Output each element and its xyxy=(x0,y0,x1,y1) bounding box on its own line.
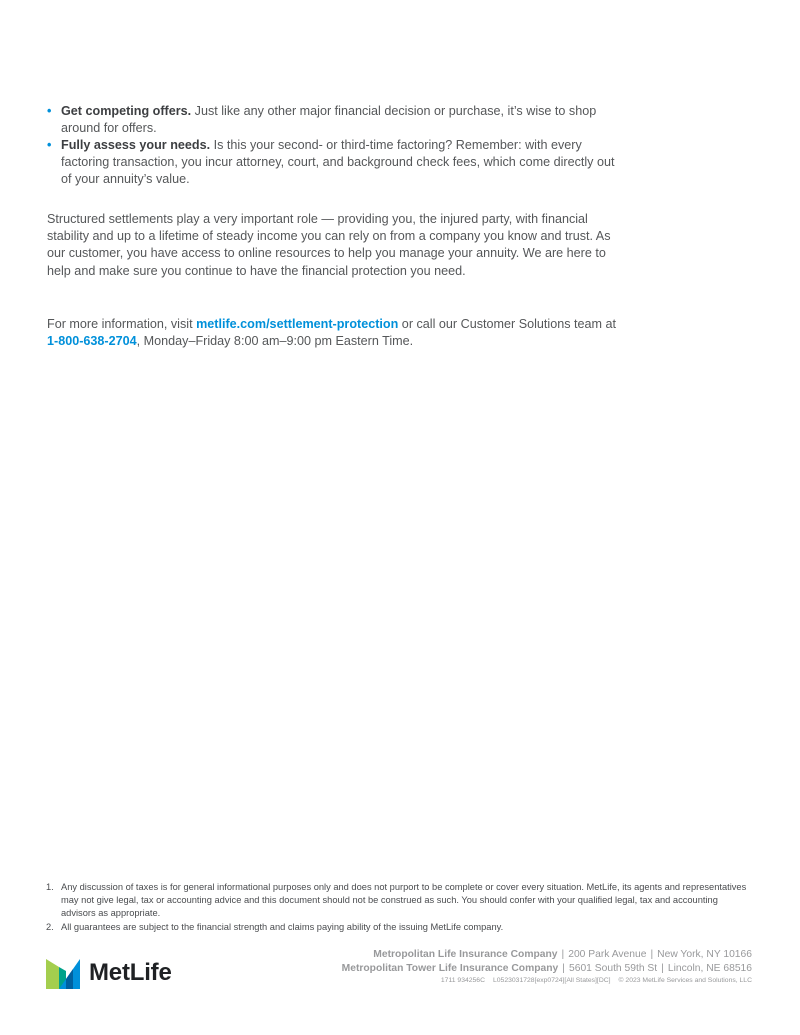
footnote xyxy=(46,881,752,921)
logo-green-facet xyxy=(46,959,59,989)
tips-list xyxy=(47,103,622,188)
bullet-marker: • xyxy=(47,138,52,152)
company-street: 200 Park Avenue xyxy=(568,949,647,960)
tip-lead: Fully assess your needs. xyxy=(61,138,211,152)
company-name: Metropolitan Tower Life Insurance Company xyxy=(341,962,559,974)
contact-suffix: , Monday–Friday 8:00 am–9:00 pm Eastern Time. xyxy=(136,334,414,349)
settlement-paragraph: Structured settlements play a very important role — providing you, the injured party, with financial stability and up to a lifetime of steady income you can rely on from a company you know and trust. As our customer, you have access to online resources to help you manage your annuity. We are here to help and make sure you continue to have the financial protection you need. xyxy=(47,212,611,278)
logo-wordmark: MetLife xyxy=(89,959,172,986)
metlife-logo-icon xyxy=(46,957,80,989)
footnotes xyxy=(46,881,752,934)
contact-prefix: For more information, visit xyxy=(47,317,197,331)
form-number: 1711 934256C xyxy=(440,977,485,985)
company-line xyxy=(342,962,752,976)
footnote xyxy=(46,921,752,934)
bullet-marker: • xyxy=(47,104,52,118)
list-item xyxy=(47,137,622,188)
logo-navy-facet xyxy=(66,969,73,989)
company-street: 5601 South 59th St xyxy=(568,962,658,974)
separator: | xyxy=(562,962,565,974)
company-line xyxy=(342,948,752,962)
metlife-logo xyxy=(46,956,196,990)
tip-text: Just like any other major financial decision or purchase, it’s wise to shop around for offers. xyxy=(61,104,597,135)
company-info xyxy=(342,948,752,986)
company-city: New York, NY 10166 xyxy=(657,949,752,960)
contact-paragraph xyxy=(47,316,622,350)
footnote-number: 2. xyxy=(46,921,54,932)
tip-lead: Get competing offers. xyxy=(61,104,192,118)
company-name: Metropolitan Life Insurance Company xyxy=(373,949,558,960)
phone-number-link[interactable]: 1-800-638-2704 xyxy=(47,334,137,349)
company-city: Lincoln, NE 68516 xyxy=(667,962,752,974)
separator: | xyxy=(561,949,565,960)
separator: | xyxy=(650,949,654,960)
settlement-protection-link[interactable]: metlife.com/settlement-protection xyxy=(196,317,399,331)
legal-line xyxy=(342,975,752,986)
list-item xyxy=(47,103,622,137)
tip-text: Is this your second- or third-time factoring? Remember: with every factoring transaction, you incur attorney, court, and background check fees, which come directly out of your annuity’s value. xyxy=(61,138,615,186)
footnote-text: All guarantees are subject to the financial strength and claims paying ability of the issuing MetLife company. xyxy=(61,921,504,932)
footnote-text: Any discussion of taxes is for general informational purposes only and does not purport to be complete or cover every situation. MetLife, its agents and representatives may not give legal, tax or accounting advice and this document should not be construed as such. You should confer with your qualified legal, tax and accounting advisors as appropriate. xyxy=(61,882,747,919)
tracking-code: L0523031728[exp0724][All States][DC] xyxy=(493,977,611,985)
footnote-number: 1. xyxy=(46,882,54,892)
contact-middle: or call our Customer Solutions team at xyxy=(398,317,616,331)
separator: | xyxy=(661,962,664,974)
copyright: © 2023 MetLife Services and Solutions, LLC xyxy=(618,977,752,985)
